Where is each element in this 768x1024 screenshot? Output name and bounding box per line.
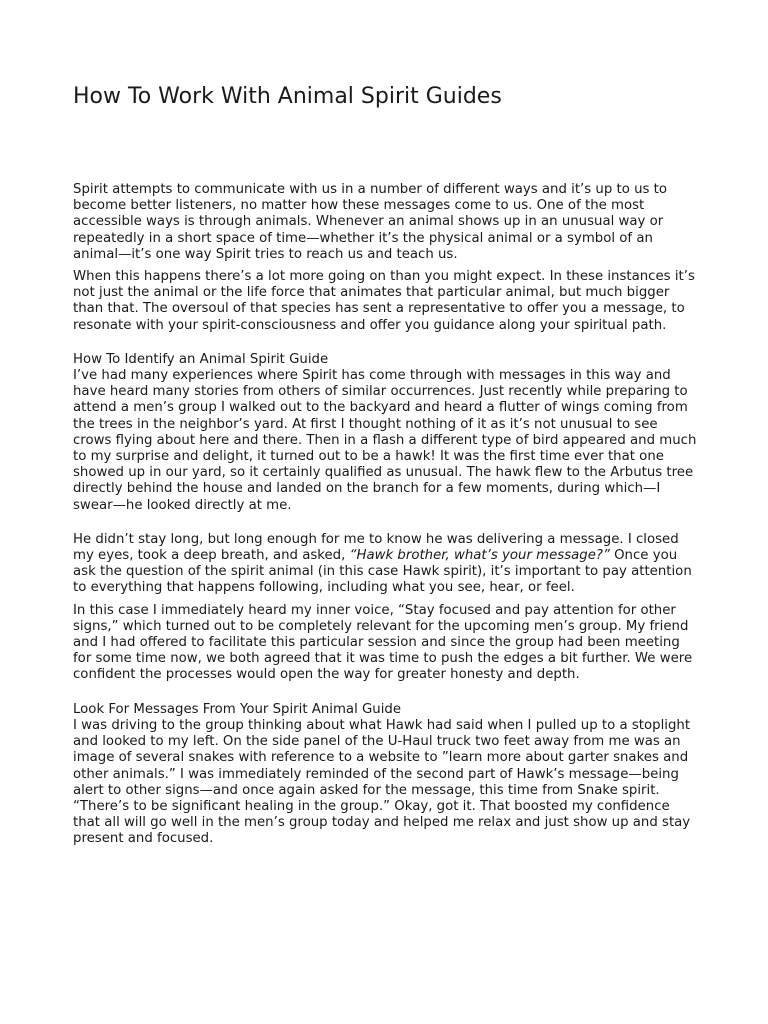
paragraph-hawk-story: I’ve had many experiences where Spirit has come through with messages in this way and have heard many stories from others of similar occurrences. Just recently while preparing to attend a men’s group I walked out to the backyard and heard a flutter of wings coming from the trees in the neighbor’s yard. At first I thought nothing of it as it’s not unusual to see crows flying about here and there. Then in a flash a different type of bird appeared and much to my surprise and delight, it turned out to be a hawk! It was the first time ever that one showed up in our yard, so it certainly qualified as unusual. The hawk flew to the Arbutus tree directly behind the house and landed on the branch for a few moments, during which—I swear—he looked directly at me. [73, 368, 697, 513]
paragraph-snake-story: I was driving to the group thinking about what Hawk had said when I pulled up to a stoplight and looked to my left. On the side panel of the U-Haul truck two feet away from me was an image of several snakes with reference to a website to ”learn more about garter snakes and other animals.” I was immediately reminded of the second part of Hawk’s message—being alert to other signs—and once again asked for the message, this time from Snake spirit. “There’s to be significant healing in the group.” Okay, got it. That boosted my confidence that all will go well in the men’s group today and helped me relax and just show up and stay present and focused. [73, 717, 691, 847]
section-heading-messages: Look For Messages From Your Spirit Animal Guide [73, 701, 402, 717]
document-title: How To Work With Animal Spirit Guides [73, 84, 502, 109]
document-body [73, 182, 698, 854]
paragraph-intro: Spirit attempts to communicate with us in a number of different ways and it’s up to us to become better listeners, no matter how these messages come to us. One of the most accessible ways is through animals. Whenever an animal shows up in an unusual way or repeatedly in a short space of time—whether it’s the physical animal or a symbol of an animal—it’s one way Spirit tries to reach us and teach us. [73, 182, 668, 262]
paragraph-oversoul: When this happens there’s a lot more going on than you might expect. In these instances it’s not just the animal or the life force that animates that particular animal, but much bigger than that. The oversoul of that species has sent a representative to offer you a message, to resonate with your spirit-consciousness and offer you guidance along your spiritual path. [73, 269, 695, 333]
paragraph-hawk-message [73, 532, 698, 597]
section-heading-identify: How To Identify an Animal Spirit Guide [73, 351, 329, 367]
paragraph-hawk-message-quote: “Hawk brother, what’s your message?” [349, 548, 610, 564]
paragraph-inner-voice: In this case I immediately heard my inner voice, “Stay focused and pay attention for other signs,” which turned out to be completely relevant for the upcoming men’s group. My friend and I had offered to facilitate this particular session and since the group had been meeting for some time now, we both agreed that it was time to push the edges a bit further. We were confident the processes would open the way for greater honesty and depth. [73, 602, 693, 683]
paragraph-hawk-message-start: He didn’t stay long, but long enough for me to know he was delivering a message. I closed my eyes, took a deep breath, and asked, [73, 531, 679, 564]
paragraph-hawk-message-end: Once you ask the question of the spirit animal (in this case Hawk spirit), it’s important to pay attention to everything that happens following, including what you see, hear, or feel. [73, 548, 692, 596]
